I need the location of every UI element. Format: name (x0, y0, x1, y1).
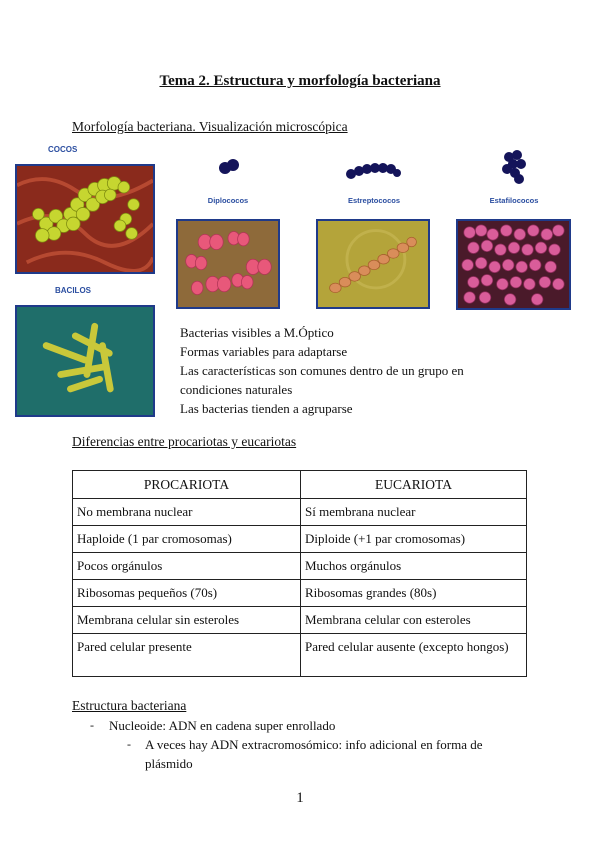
page-number: 1 (296, 790, 304, 806)
section-heading-morphology: Morfología bacteriana. Visualización microscópica (72, 119, 348, 134)
label-cocos: COCOS (48, 145, 78, 154)
section-heading-differences: Diferencias entre procariotas y eucariotas (72, 434, 297, 449)
table-cell: Ribosomas grandes (80s) (301, 580, 527, 607)
column-header: PROCARIOTA (73, 471, 301, 499)
table-cell: Pared celular presente (73, 634, 301, 677)
table-cell: Pocos orgánulos (73, 553, 301, 580)
dash-bullet: - (90, 718, 94, 732)
table-row (73, 553, 527, 580)
subitem-line: plásmido (145, 756, 193, 771)
note-line: condiciones naturales (180, 382, 293, 397)
table-cell: Haploide (1 par cromosomas) (73, 526, 301, 553)
structure-subitem (145, 735, 545, 773)
estafilococos-icon (499, 149, 529, 185)
note-line: Bacterias visibles a M.Óptico (180, 325, 334, 340)
column-header: EUCARIOTA (301, 471, 527, 499)
note-line: Formas variables para adaptarse (180, 344, 348, 359)
label-estreptococos: Estreptococos (347, 196, 401, 205)
table-cell: Pared celular ausente (excepto hongos) (301, 634, 527, 677)
table-cell: Membrana celular sin esteroles (73, 607, 301, 634)
diplococos-micrograph (176, 219, 280, 309)
estafilococos-micrograph (456, 219, 571, 310)
estreptococos-icon (345, 160, 401, 182)
table-row (73, 526, 527, 553)
note-line: Las características son comunes dentro de un grupo en (180, 363, 464, 378)
label-bacilos: BACILOS (55, 286, 91, 295)
table-cell: Sí membrana nuclear (301, 499, 527, 526)
table-cell: Ribosomas pequeños (70s) (73, 580, 301, 607)
estreptococos-micrograph (316, 219, 430, 309)
table-row (73, 607, 527, 634)
dash-bullet: - (127, 737, 131, 751)
bacilos-micrograph (15, 305, 155, 417)
table-row (73, 580, 527, 607)
diplococos-icon (218, 158, 240, 176)
section-heading-structure: Estructura bacteriana (72, 698, 187, 713)
comparison-table (72, 470, 527, 677)
table-cell: No membrana nuclear (73, 499, 301, 526)
label-estafilococos: Estafilococos (489, 196, 539, 205)
cocos-micrograph (15, 164, 155, 274)
table-cell: Membrana celular con esteroles (301, 607, 527, 634)
subitem-line: A veces hay ADN extracromosómico: info adicional en forma de (145, 737, 483, 752)
table-row (73, 499, 527, 526)
note-line: Las bacterias tienden a agruparse (180, 401, 353, 416)
table-row (73, 634, 527, 677)
structure-item: Nucleoide: ADN en cadena super enrollado (109, 718, 336, 733)
table-header-row (73, 471, 527, 499)
label-diplococos: Diplococos (207, 196, 249, 205)
morphology-notes (180, 323, 560, 418)
table-cell: Diploide (+1 par cromosomas) (301, 526, 527, 553)
page-title: Tema 2. Estructura y morfología bacteriana (159, 73, 441, 89)
table-cell: Muchos orgánulos (301, 553, 527, 580)
